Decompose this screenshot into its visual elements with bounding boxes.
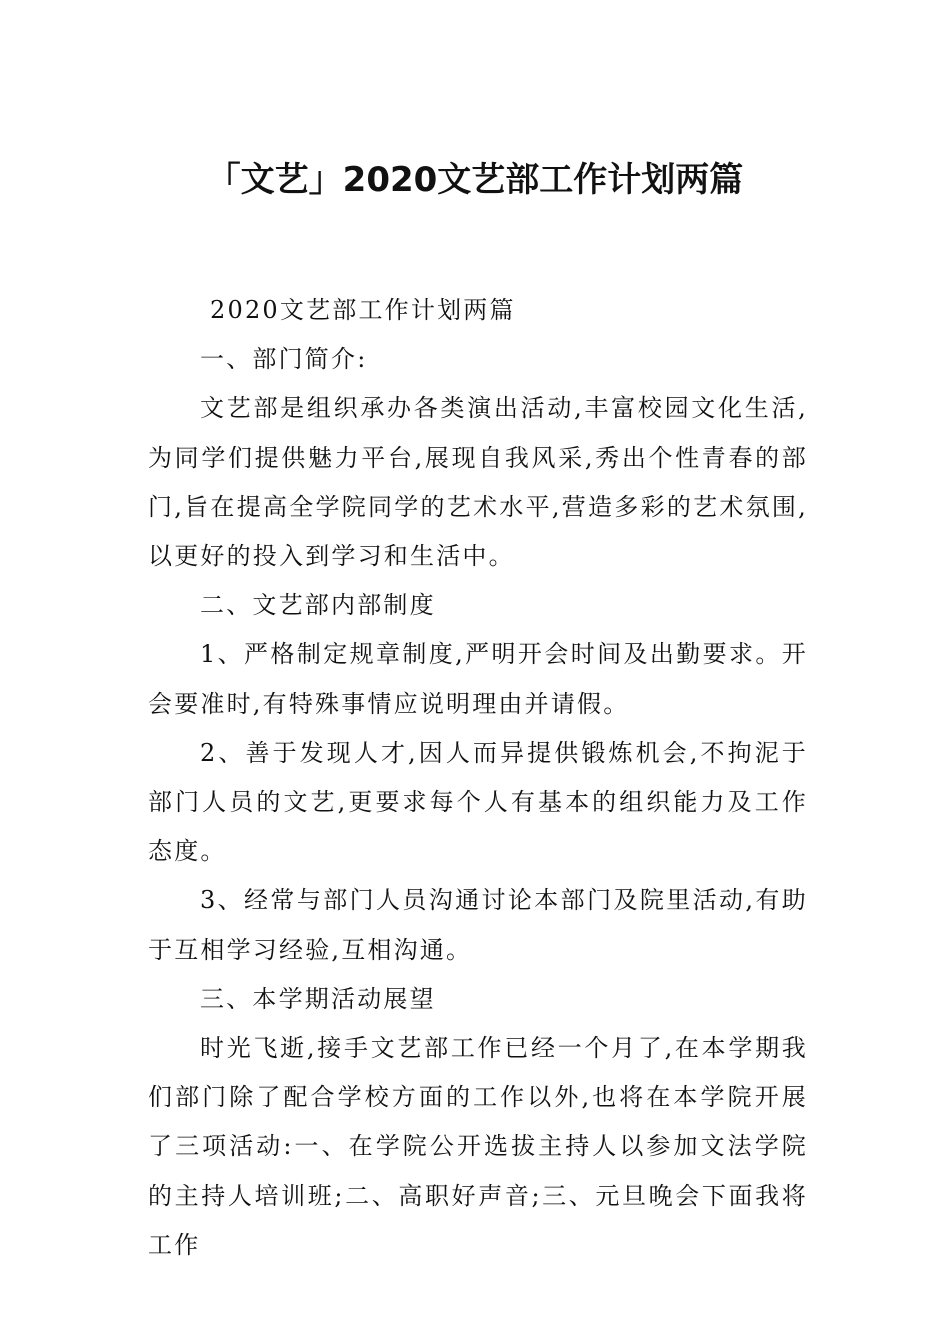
paragraph-rule-2: 2、善于发现人才,因人而异提供锻炼机会,不拘泥于部门人员的文艺,更要求每个人有基本的组织能力及工作态度。 [148,738,808,866]
paragraph-rule-1: 1、严格制定规章制度,严明开会时间及出勤要求。开会要准时,有特殊事情应说明理由并请假。 [148,640,808,718]
section-heading-outlook: 三、本学期活动展望 [200,984,436,1013]
document-title: 「文艺」2020文艺部工作计划两篇 [206,160,744,200]
section-heading-intro: 一、部门简介: [200,345,368,374]
paragraph-outlook: 时光飞逝,接手文艺部工作已经一个月了,在本学期我们部门除了配合学校方面的工作以外,也将在本学院开展了三项活动:一、在学院公开选拔主持人以参加文法学院的主持人培训班;二、高职好声音;三、元旦晚会下面我将工作 [148,1034,808,1259]
document-body [148,286,808,1270]
paragraph-rule-3: 3、经常与部门人员沟通讨论本部门及院里活动,有助于互相学习经验,互相沟通。 [148,886,808,964]
document-subtitle: 2020文艺部工作计划两篇 [210,296,516,324]
section-heading-rules: 二、文艺部内部制度 [200,591,436,620]
paragraph-intro: 文艺部是组织承办各类演出活动,丰富校园文化生活,为同学们提供魅力平台,展现自我风采,秀出个性青春的部门,旨在提高全学院同学的艺术水平,营造多彩的艺术氛围,以更好的投入到学习和生活中。 [148,394,808,571]
